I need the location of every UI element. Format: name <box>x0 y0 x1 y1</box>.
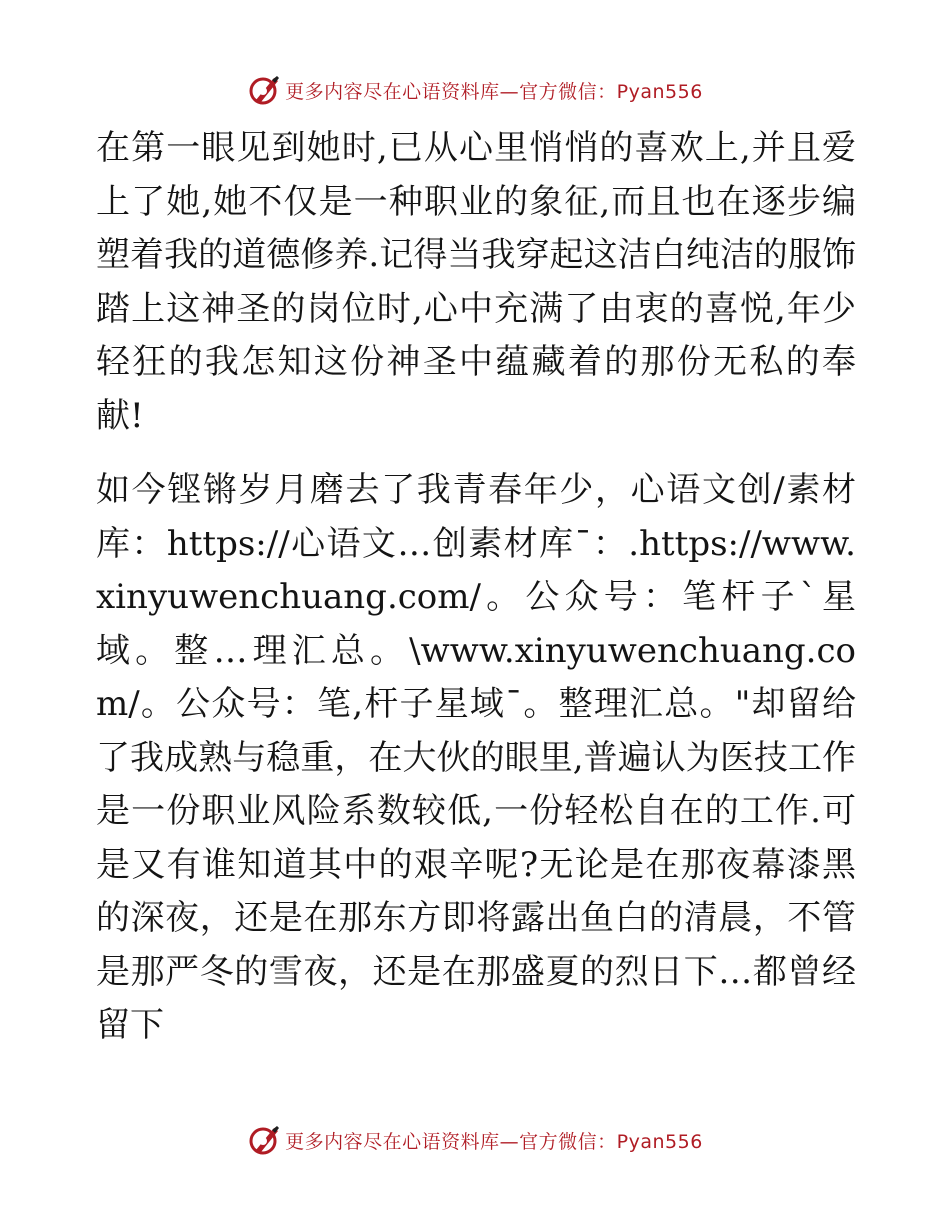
paragraph-2: 如今铿锵岁月磨去了我青春年少，心语文创/素材库：https://心语文…创素材库¯：.https://www.xinyuwenchuang.com/。公众号：笔杆子`星域。整…理汇总。\www.xinyuwenchuang.com/。公众号：笔,杆子星域¯。整理汇总。"却留给了我成熟与稳重，在大伙的眼里,普遍认为医技工作是一份职业风险系数较低,一份轻松自在的工作.可是又有谁知道其中的艰辛呢?无论是在那夜幕漆黑的深夜，还是在那东方即将露出鱼白的清晨，不管是那严冬的雪夜，还是在那盛夏的烈日下…都曾经留下 <box>96 470 856 1045</box>
quill-pen-logo-icon <box>247 73 281 107</box>
quill-pen-logo-icon <box>247 1123 281 1157</box>
footer-banner-text: 更多内容尽在心语资料库—官方微信：Pyan556 <box>285 1130 703 1153</box>
header-banner <box>0 70 950 110</box>
paragraph-1: 在第一眼见到她时,已从心里悄悄的喜欢上,并且爱上了她,她不仅是一种职业的象征,而且也在逐步编塑着我的道德修养.记得当我穿起这洁白纯洁的服饰踏上这神圣的岗位时,心中充满了由衷的喜悦,年少轻狂的我怎知这份神圣中蕴藏着的那份无私的奉献! <box>96 128 856 436</box>
header-banner-text: 更多内容尽在心语资料库—官方微信：Pyan556 <box>285 80 703 103</box>
footer-banner <box>0 1120 950 1160</box>
document-body <box>96 122 856 1053</box>
